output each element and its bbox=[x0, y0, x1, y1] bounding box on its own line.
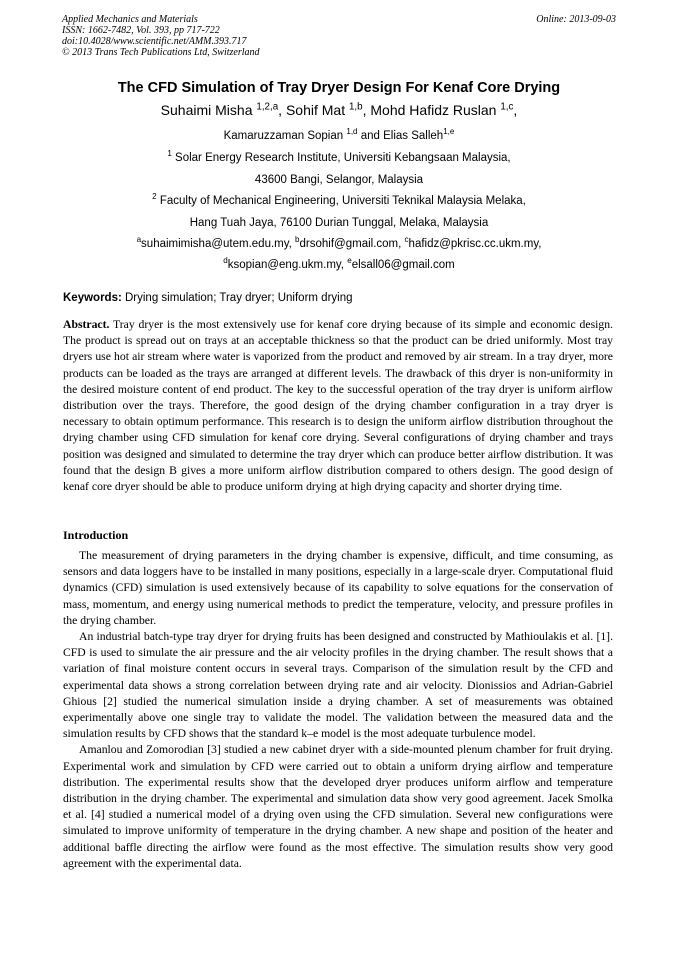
author-affil-mark: 1,2,a bbox=[256, 101, 279, 113]
email-mark: b bbox=[295, 235, 300, 245]
abstract bbox=[63, 317, 613, 495]
emails-line-2 bbox=[40, 256, 638, 271]
issn: ISSN: 1662-7482, Vol. 393, pp 717-722 bbox=[62, 25, 220, 36]
affiliation-1-line-2: 43600 Bangi, Selangor, Malaysia bbox=[254, 174, 424, 186]
email: drsohif@gmail.com, bbox=[299, 238, 405, 250]
email-mark: d bbox=[223, 256, 228, 266]
email: hafidz@pkrisc.cc.ukm.my, bbox=[408, 238, 542, 250]
emails-line-1 bbox=[40, 235, 638, 250]
email-mark: c bbox=[404, 235, 409, 245]
abstract-label: Abstract. bbox=[63, 318, 110, 331]
keywords-text: Drying simulation; Tray dryer; Uniform drying bbox=[121, 292, 353, 304]
section-heading-introduction: Introduction bbox=[63, 528, 129, 542]
affil-text: Faculty of Mechanical Engineering, Universiti Teknikal Malaysia Melaka, bbox=[156, 195, 526, 207]
email-mark: a bbox=[136, 235, 142, 245]
keywords-label: Keywords: bbox=[63, 292, 122, 304]
affil-mark: 1 bbox=[167, 149, 172, 159]
email: elsall06@gmail.com bbox=[351, 259, 455, 271]
author-affil-mark: 1,b bbox=[348, 101, 363, 113]
author-name: Kamaruzzaman Sopian bbox=[223, 130, 347, 142]
email: ksopian@eng.ukm.my, bbox=[227, 259, 348, 271]
authors-line-2 bbox=[40, 127, 638, 142]
author-affil-mark: 1,c bbox=[500, 101, 514, 113]
email: suhaimimisha@utem.edu.my, bbox=[141, 238, 296, 250]
abstract-text: Tray dryer is the most extensively use for kenaf core drying because of its simple and economic design. The product is spread out on trays at an acceptable thickness so that the product can be dried uniformly. Most tray dryers use hot air stream where water is vaporized from the product and removed by air stream. In a tray dryer, more products can be loaded as the trays are arranged at different levels. The drawback of this dryer is non-uniformity in the desired moisture content of end product. The key to the successful operation of the tray dryer is uniform airflow distribution over the trays. Therefore, the good design of the drying chamber configuration in a tray dryer is necessary to obtain optimum performance. This research is to design the uniform airflow distribution throughout the drying chamber using CFD simulation for kenaf core drying. Several configurations of drying chamber and trays position was designed and simulated to determine the tray dryer which can produce better airflow distribution. It was found that the design B gives a more uniform airflow distribution compared to others design. The good design of kenaf core dryer should be able to produce uniform drying at high drying capacity and shorter drying time. bbox=[63, 318, 613, 494]
author-name: , Mohd Hafidz Ruslan bbox=[362, 102, 501, 118]
affil-text: Solar Energy Research Institute, Universiti Kebangsaan Malaysia, bbox=[171, 152, 511, 164]
journal-header bbox=[62, 14, 616, 58]
affiliation-2-line-2: Hang Tuah Jaya, 76100 Durian Tunggal, Melaka, Malaysia bbox=[189, 217, 489, 229]
author-name: and Elias Salleh bbox=[357, 130, 444, 142]
journal-name: Applied Mechanics and Materials bbox=[62, 14, 198, 25]
copyright: © 2013 Trans Tech Publications Ltd, Switzerland bbox=[62, 47, 260, 58]
authors-line-1 bbox=[40, 102, 638, 118]
paragraph: The measurement of drying parameters in the drying chamber is expensive, difficult, and time consuming, as sensors and data loggers have to be installed in many positions, especially in a large-scale dryer. Computational fluid dynamics (CFD) simulation is used extensively because of its capability to solve equations for the conservation of mass, momentum, and energy using numerical methods to predict the temperature, velocity, and pressure profiles in the drying chamber. bbox=[63, 549, 613, 627]
paragraph: An industrial batch-type tray dryer for drying fruits has been designed and constructed by Mathioulakis et al. [1]. CFD is used to simulate the air pressure and the air velocity profiles in the drying chamber. The result shows that a variation of final moisture content occurs in several trays. Comparison of the simulation result by the CFD and experimental data shows a strong correlation between drying rate and air velocity. Dionissios and Adrian-Gabriel Ghious [2] studied the numerical simulation inside a drying chamber. A set of measurements was obtained experimentally above one single tray to validate the model. The validation between the measured data and the simulation results by CFD shows that the standard k–e model is the most adequate turbulence model. bbox=[63, 630, 613, 741]
author-name: , Sohif Mat bbox=[278, 102, 349, 118]
author-affil-mark: 1,e bbox=[443, 127, 455, 137]
author-affil-mark: 1,d bbox=[346, 127, 358, 137]
affiliation-2-line-1 bbox=[40, 192, 638, 207]
keywords bbox=[63, 292, 615, 304]
author-name: Suhaimi Misha bbox=[160, 102, 257, 118]
doi: doi:10.4028/www.scientific.net/AMM.393.717 bbox=[62, 36, 247, 47]
affiliation-1-line-1 bbox=[40, 149, 638, 164]
paper-title: The CFD Simulation of Tray Dryer Design For Kenaf Core Drying bbox=[117, 80, 561, 96]
affil-mark: 2 bbox=[152, 192, 157, 202]
online-date: Online: 2013-09-03 bbox=[536, 14, 616, 25]
email-mark: e bbox=[347, 256, 352, 266]
author-sep: , bbox=[513, 102, 518, 118]
introduction-body bbox=[63, 548, 613, 872]
paragraph: Amanlou and Zomorodian [3] studied a new cabinet dryer with a side-mounted plenum chamber for fruit drying. Experimental work and simulation by CFD were carried out to obtain a uniform drying airflow and temperature distribution. The experimental results show that the developed dryer produces uniform airflow and temperature distribution in the drying chamber. The experimental and simulation data show very good agreement. Jacek Smolka et al. [4] studied a numerical model of a drying oven using the CFD simulation. Several new configurations were simulated to improve uniformity of temperature in the drying chamber. A new shape and position of the heater and additional baffle directing the airflow were found as the most effective. The simulation results show very good agreement with the experimental data. bbox=[63, 743, 613, 870]
